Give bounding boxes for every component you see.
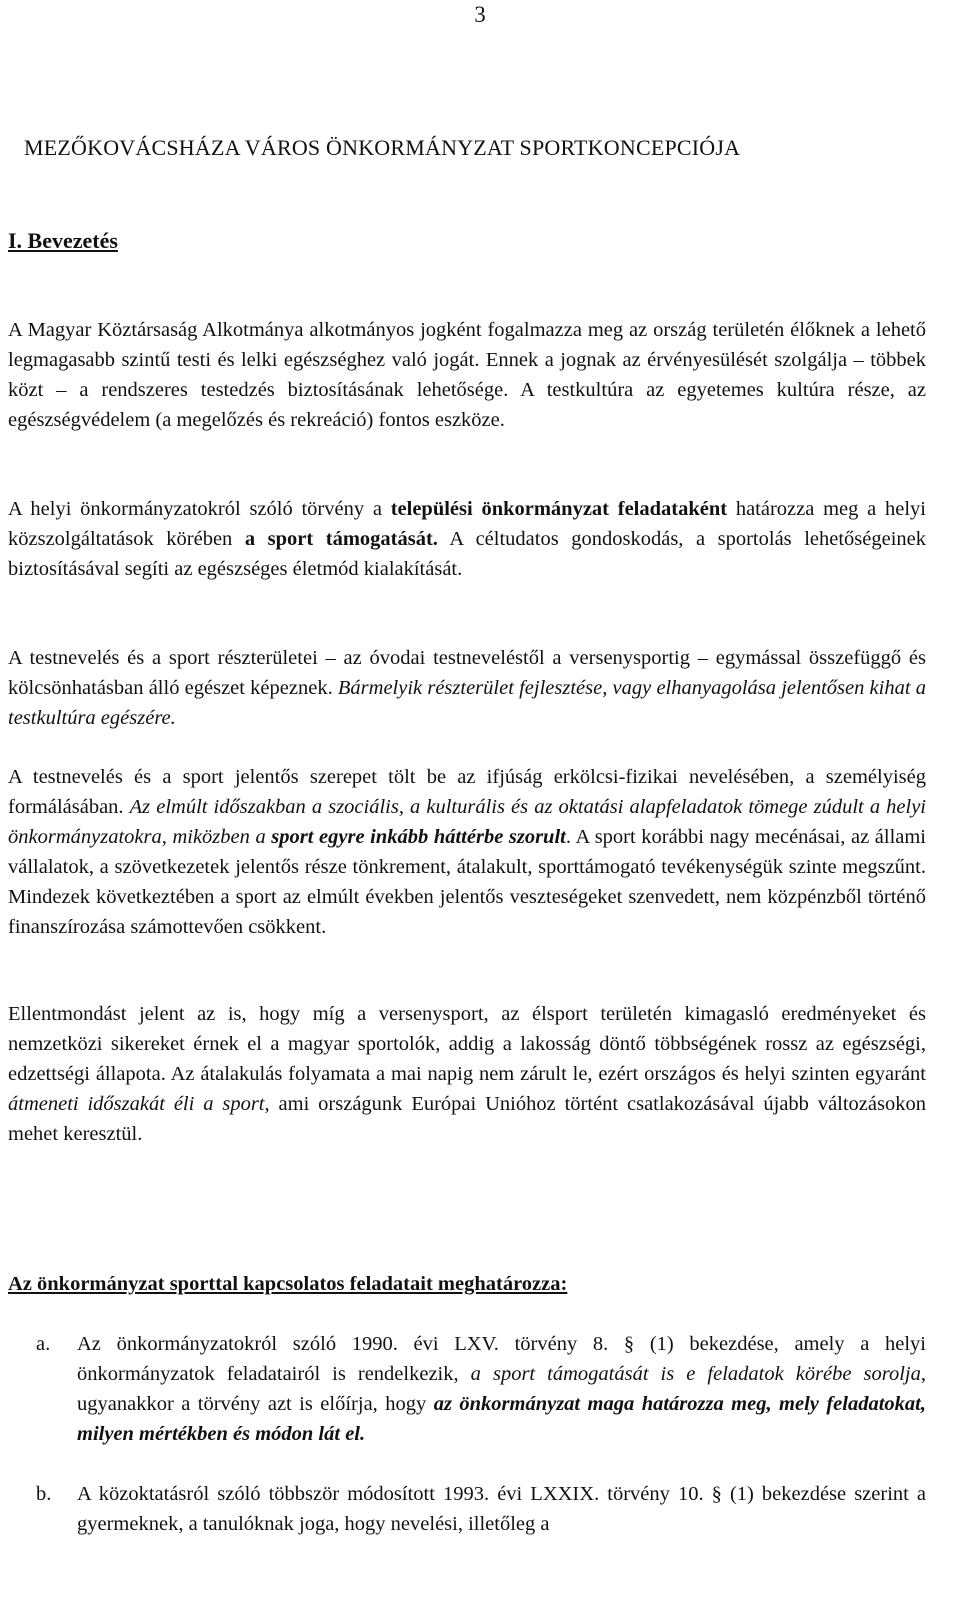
section-heading: I. Bevezetés (8, 228, 118, 253)
italic-text: átmeneti időszakát éli a sport (8, 1093, 265, 1115)
paragraph-youth-education (8, 762, 926, 942)
paragraph-subareas (8, 643, 926, 733)
paragraph-text: A testnevelés és a sport jelentős szerepet tölt be az ifjúság erkölcsi-fizikai nevelésében, a személyiség formálásában. (8, 766, 926, 818)
bold-text: települési önkormányzat feladataként (390, 498, 728, 520)
paragraph-text: , ugyanakkor a törvény azt is előírja, hogy (77, 1363, 927, 1415)
paragraph-text: A helyi önkormányzatokról szóló törvény a (8, 498, 391, 520)
paragraph-text: A testnevelés és a sport részterületei – az óvodai testneveléstől a versenysportig – egymással összefüggő és kölcsönhatásban álló egészet képeznek. (8, 647, 926, 699)
paragraph-contradiction (8, 999, 926, 1149)
paragraph-text: . A sport korábbi nagy mecénásai, az állami vállalatok, a szövetkezetek jelentős része tönkrement, átalakult, sporttámogató tevékenységük szinte megszűnt. Mindezek következtében a sport az elmúlt években jelentős veszteségeket szenvedett, nem közpénzből történő finanszírozása számottevően csökkent. (8, 826, 927, 938)
subheading-tasks: Az önkormányzat sporttal kapcsolatos feladatait meghatározza: (8, 1273, 568, 1295)
list-marker: b. (36, 1483, 52, 1505)
paragraph-text: A közoktatásról szóló többször módosított 1993. évi LXXIX. törvény 10. § (1) bekezdése szerint a gyermeknek, a tanulóknak joga, hogy nevelési, illetőleg a (77, 1483, 926, 1535)
list-item (8, 1329, 926, 1449)
bold-italic-text: sport egyre inkább háttérbe szorult (271, 826, 566, 848)
bold-italic-text: az önkormányzat maga határozza meg, mely feladatokat, milyen mértékben és módon lát el. (77, 1393, 926, 1445)
italic-text: Az elmúlt időszakban a szociális, a kulturális és az oktatási alapfeladatok tömege zúdult a helyi önkormányzatokra, miközben a (8, 796, 926, 848)
italic-text: Bármelyik részterület fejlesztése, vagy elhanyagolása jelentősen kihat a testkultúra egészére. (8, 677, 926, 729)
document-title: MEZŐKOVÁCSHÁZA VÁROS ÖNKORMÁNYZAT SPORTKONCEPCIÓJA (24, 135, 741, 160)
paragraph-text: Az önkormányzatokról szóló 1990. évi LXV. törvény 8. § (1) bekezdése, amely a helyi önkormányzatok feladatairól is rendelkezik, (77, 1333, 926, 1385)
paragraph-intro (8, 315, 926, 435)
paragraph-text: A céltudatos gondoskodás, a sportolás lehetőségeinek biztosításával segíti az egészséges életmód kialakítását. (8, 528, 927, 580)
legal-basis-list (8, 1329, 926, 1569)
paragraph-text: határozza meg a helyi közszolgáltatások körében (8, 498, 926, 550)
page-number: 3 (474, 2, 486, 27)
list-marker: a. (36, 1333, 51, 1355)
paragraph-text: A Magyar Köztársaság Alkotmánya alkotmányos jogként fogalmazza meg az ország területén élőknek a lehető legmagasabb szintű testi és lelki egészséghez való jogát. Ennek a jognak az érvényesülését szolgálja – többek közt – a rendszeres testedzés biztosításának lehetősége. A testkultúra az egyetemes kultúra része, az egészségvédelem (a megelőzés és rekreáció) fontos eszköze. (8, 319, 926, 431)
paragraph-text: Ellentmondást jelent az is, hogy míg a versenysport, az élsport területén kimagasló eredményeket és nemzetközi sikereket érnek el a magyar sportolók, addig a lakosság döntő többségének rossz az egészségi, edzettségi állapota. Az átalakulás folyamata a mai napig nem zárult le, ezért országos és helyi szinten egyaránt (8, 1003, 926, 1085)
paragraph-text: , ami országunk Európai Unióhoz történt csatlakozásával újabb változásokon mehet keresztül. (8, 1093, 926, 1145)
italic-text: a sport támogatását is e feladatok körébe sorolja (470, 1363, 921, 1385)
list-item (8, 1479, 926, 1539)
bold-text: a sport támogatását. (244, 528, 438, 550)
paragraph-local-government-law (8, 494, 926, 584)
